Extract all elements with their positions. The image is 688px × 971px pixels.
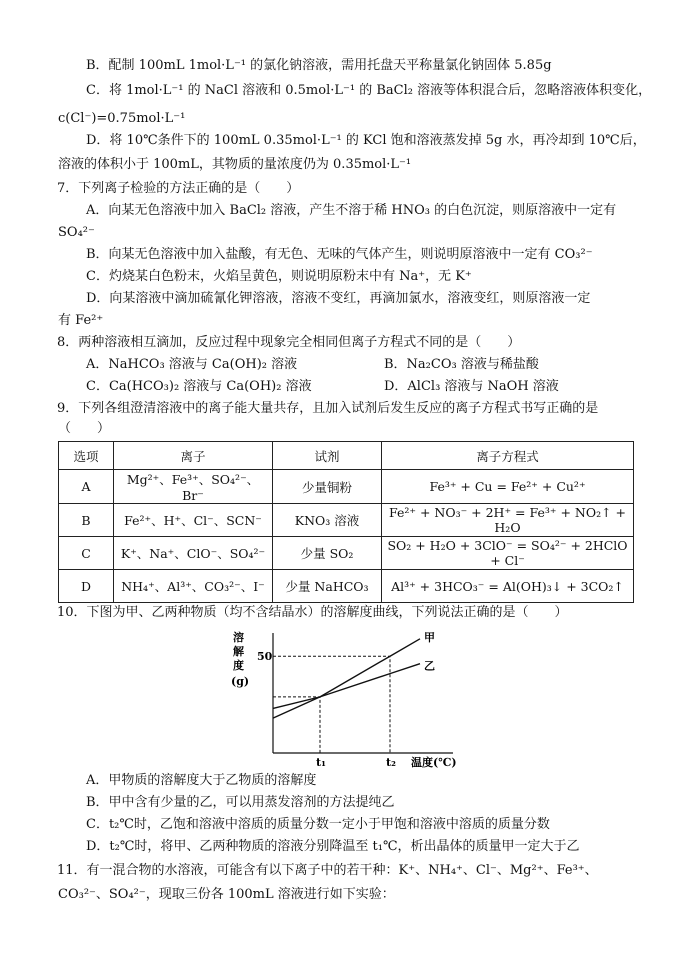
table-cell: B [59, 504, 114, 537]
table-row [59, 470, 634, 504]
q10-option-c: C．t₂℃时，乙饱和溶液中溶质的质量分数一定小于甲饱和溶液中溶质的质量分数 [86, 817, 550, 832]
q8-option-c: C．Ca(HCO₃)₂ 溶液与 Ca(OH)₂ 溶液 [86, 379, 312, 394]
q6-option-d-line1: D．将 10℃条件下的 100mL 0.35mol·L⁻¹ 的 KCl 饱和溶液蒸发掉 5g 水，再冷却到 10℃后， [86, 133, 646, 148]
series-label: 乙 [424, 659, 435, 673]
x-axis-label: 温度(℃) [411, 756, 457, 769]
q6-option-c-line1: C．将 1mol·L⁻¹ 的 NaCl 溶液和 0.5mol·L⁻¹ 的 BaCl₂ 溶液等体积混合后，忽略溶液体积变化， [86, 83, 652, 98]
table-cell: C [59, 537, 114, 570]
table-cell: 少量 SO₂ [273, 537, 382, 570]
x-tick-label: t₁ [316, 756, 326, 769]
y-tick-label: 50 [257, 650, 273, 664]
q6-option-d-line2: 溶液的体积小于 100mL，其物质的量浓度仍为 0.35mol·L⁻¹ [58, 157, 412, 172]
q8-option-b: B．Na₂CO₃ 溶液与稀盐酸 [384, 357, 539, 372]
table-header-row [59, 442, 634, 470]
q8-stem: 8．两种溶液相互滴加，反应过程中现象完全相同但离子方程式不同的是（ ） [57, 335, 521, 350]
guide-t1 [273, 697, 320, 753]
table-row [59, 504, 634, 537]
table-header: 试剂 [273, 442, 382, 470]
ion-table [58, 441, 634, 603]
q8-option-d: D．AlCl₃ 溶液与 NaOH 溶液 [384, 379, 559, 394]
table-header: 离子 [114, 442, 273, 470]
series-line-jia [273, 639, 420, 718]
series-line-yi [273, 664, 420, 709]
q6-option-c-line2: c(Cl⁻)=0.75mol·L⁻¹ [58, 111, 186, 126]
q9-stem-line2: （ ） [58, 421, 111, 436]
q6-option-b: B．配制 100mL 1mol·L⁻¹ 的氯化钠溶液，需用托盘天平称量氯化钠固体 5.85g [86, 58, 552, 73]
q7-option-a-line2: SO₄²⁻ [58, 225, 95, 240]
q7-stem: 7．下列离子检验的方法正确的是（ ） [57, 181, 300, 196]
y-axis-label-1: 溶 [233, 631, 244, 644]
q9-stem-line1: 9．下列各组澄清溶液中的离子能大量共存，且加入试剂后发生反应的离子方程式书写正确的是 [57, 401, 599, 416]
table-cell: SO₂ + H₂O + 3ClO⁻ = SO₄²⁻ + 2HClO + Cl⁻ [382, 537, 634, 570]
q11-stem-line2: CO₃²⁻、SO₄²⁻，现取三份各 100mL 溶液进行如下实验： [58, 887, 395, 902]
table-header: 选项 [59, 442, 114, 470]
table-cell: KNO₃ 溶液 [273, 504, 382, 537]
table-cell: Fe³⁺ + Cu = Fe²⁺ + Cu²⁺ [382, 470, 634, 504]
table-row [59, 570, 634, 603]
q7-option-c: C．灼烧某白色粉末，火焰呈黄色，则说明原粉末中有 Na⁺，无 K⁺ [86, 269, 472, 284]
q7-option-d-line2: 有 Fe²⁺ [58, 313, 104, 328]
q8-option-a: A．NaHCO₃ 溶液与 Ca(OH)₂ 溶液 [86, 357, 298, 372]
table-header: 离子方程式 [382, 442, 634, 470]
table-cell: Mg²⁺、Fe³⁺、SO₄²⁻、Br⁻ [114, 470, 273, 504]
y-axis-label-4: (g) [231, 675, 250, 688]
table-cell: Fe²⁺、H⁺、Cl⁻、SCN⁻ [114, 504, 273, 537]
q10-stem: 10．下图为甲、乙两种物质（均不含结晶水）的溶解度曲线，下列说法正确的是（ ） [57, 605, 568, 620]
table-cell: 少量 NaHCO₃ [273, 570, 382, 603]
solubility-chart [225, 625, 465, 770]
table-cell: Al³⁺ + 3HCO₃⁻ = Al(OH)₃↓ + 3CO₂↑ [382, 570, 634, 603]
q10-option-a: A．甲物质的溶解度大于乙物质的溶解度 [86, 773, 317, 788]
table-cell: A [59, 470, 114, 504]
table-cell: K⁺、Na⁺、ClO⁻、SO₄²⁻ [114, 537, 273, 570]
q11-stem-line1: 11．有一混合物的水溶液，可能含有以下离子中的若干种：K⁺、NH₄⁺、Cl⁻、Mg²⁺、Fe³⁺、 [57, 863, 598, 878]
q7-option-a-line1: A．向某无色溶液中加入 BaCl₂ 溶液，产生不溶于稀 HNO₃ 的白色沉淀，则原溶液中一定有 [86, 203, 617, 218]
table-cell: D [59, 570, 114, 603]
q10-option-b: B．甲中含有少量的乙，可以用蒸发溶剂的方法提纯乙 [86, 795, 395, 810]
x-tick-label: t₂ [386, 756, 396, 769]
table-cell: 少量铜粉 [273, 470, 382, 504]
y-axis-label-2: 解 [233, 645, 244, 658]
q7-option-b: B．向某无色溶液中加入盐酸，有无色、无味的气体产生，则说明原溶液中一定有 CO₃²⁻ [86, 247, 593, 262]
q7-option-d-line1: D．向某溶液中滴加硫氰化钾溶液，溶液不变红，再滴加氯水，溶液变红，则原溶液一定 [86, 291, 591, 306]
table-cell: NH₄⁺、Al³⁺、CO₃²⁻、I⁻ [114, 570, 273, 603]
q10-option-d: D．t₂℃时，将甲、乙两种物质的溶液分别降温至 t₁℃，析出晶体的质量甲一定大于乙 [86, 839, 580, 854]
y-axis-label-3: 度 [233, 659, 244, 672]
table-row [59, 537, 634, 570]
series-label: 甲 [424, 630, 435, 644]
table-cell: Fe²⁺ + NO₃⁻ + 2H⁺ = Fe³⁺ + NO₂↑ + H₂O [382, 504, 634, 537]
